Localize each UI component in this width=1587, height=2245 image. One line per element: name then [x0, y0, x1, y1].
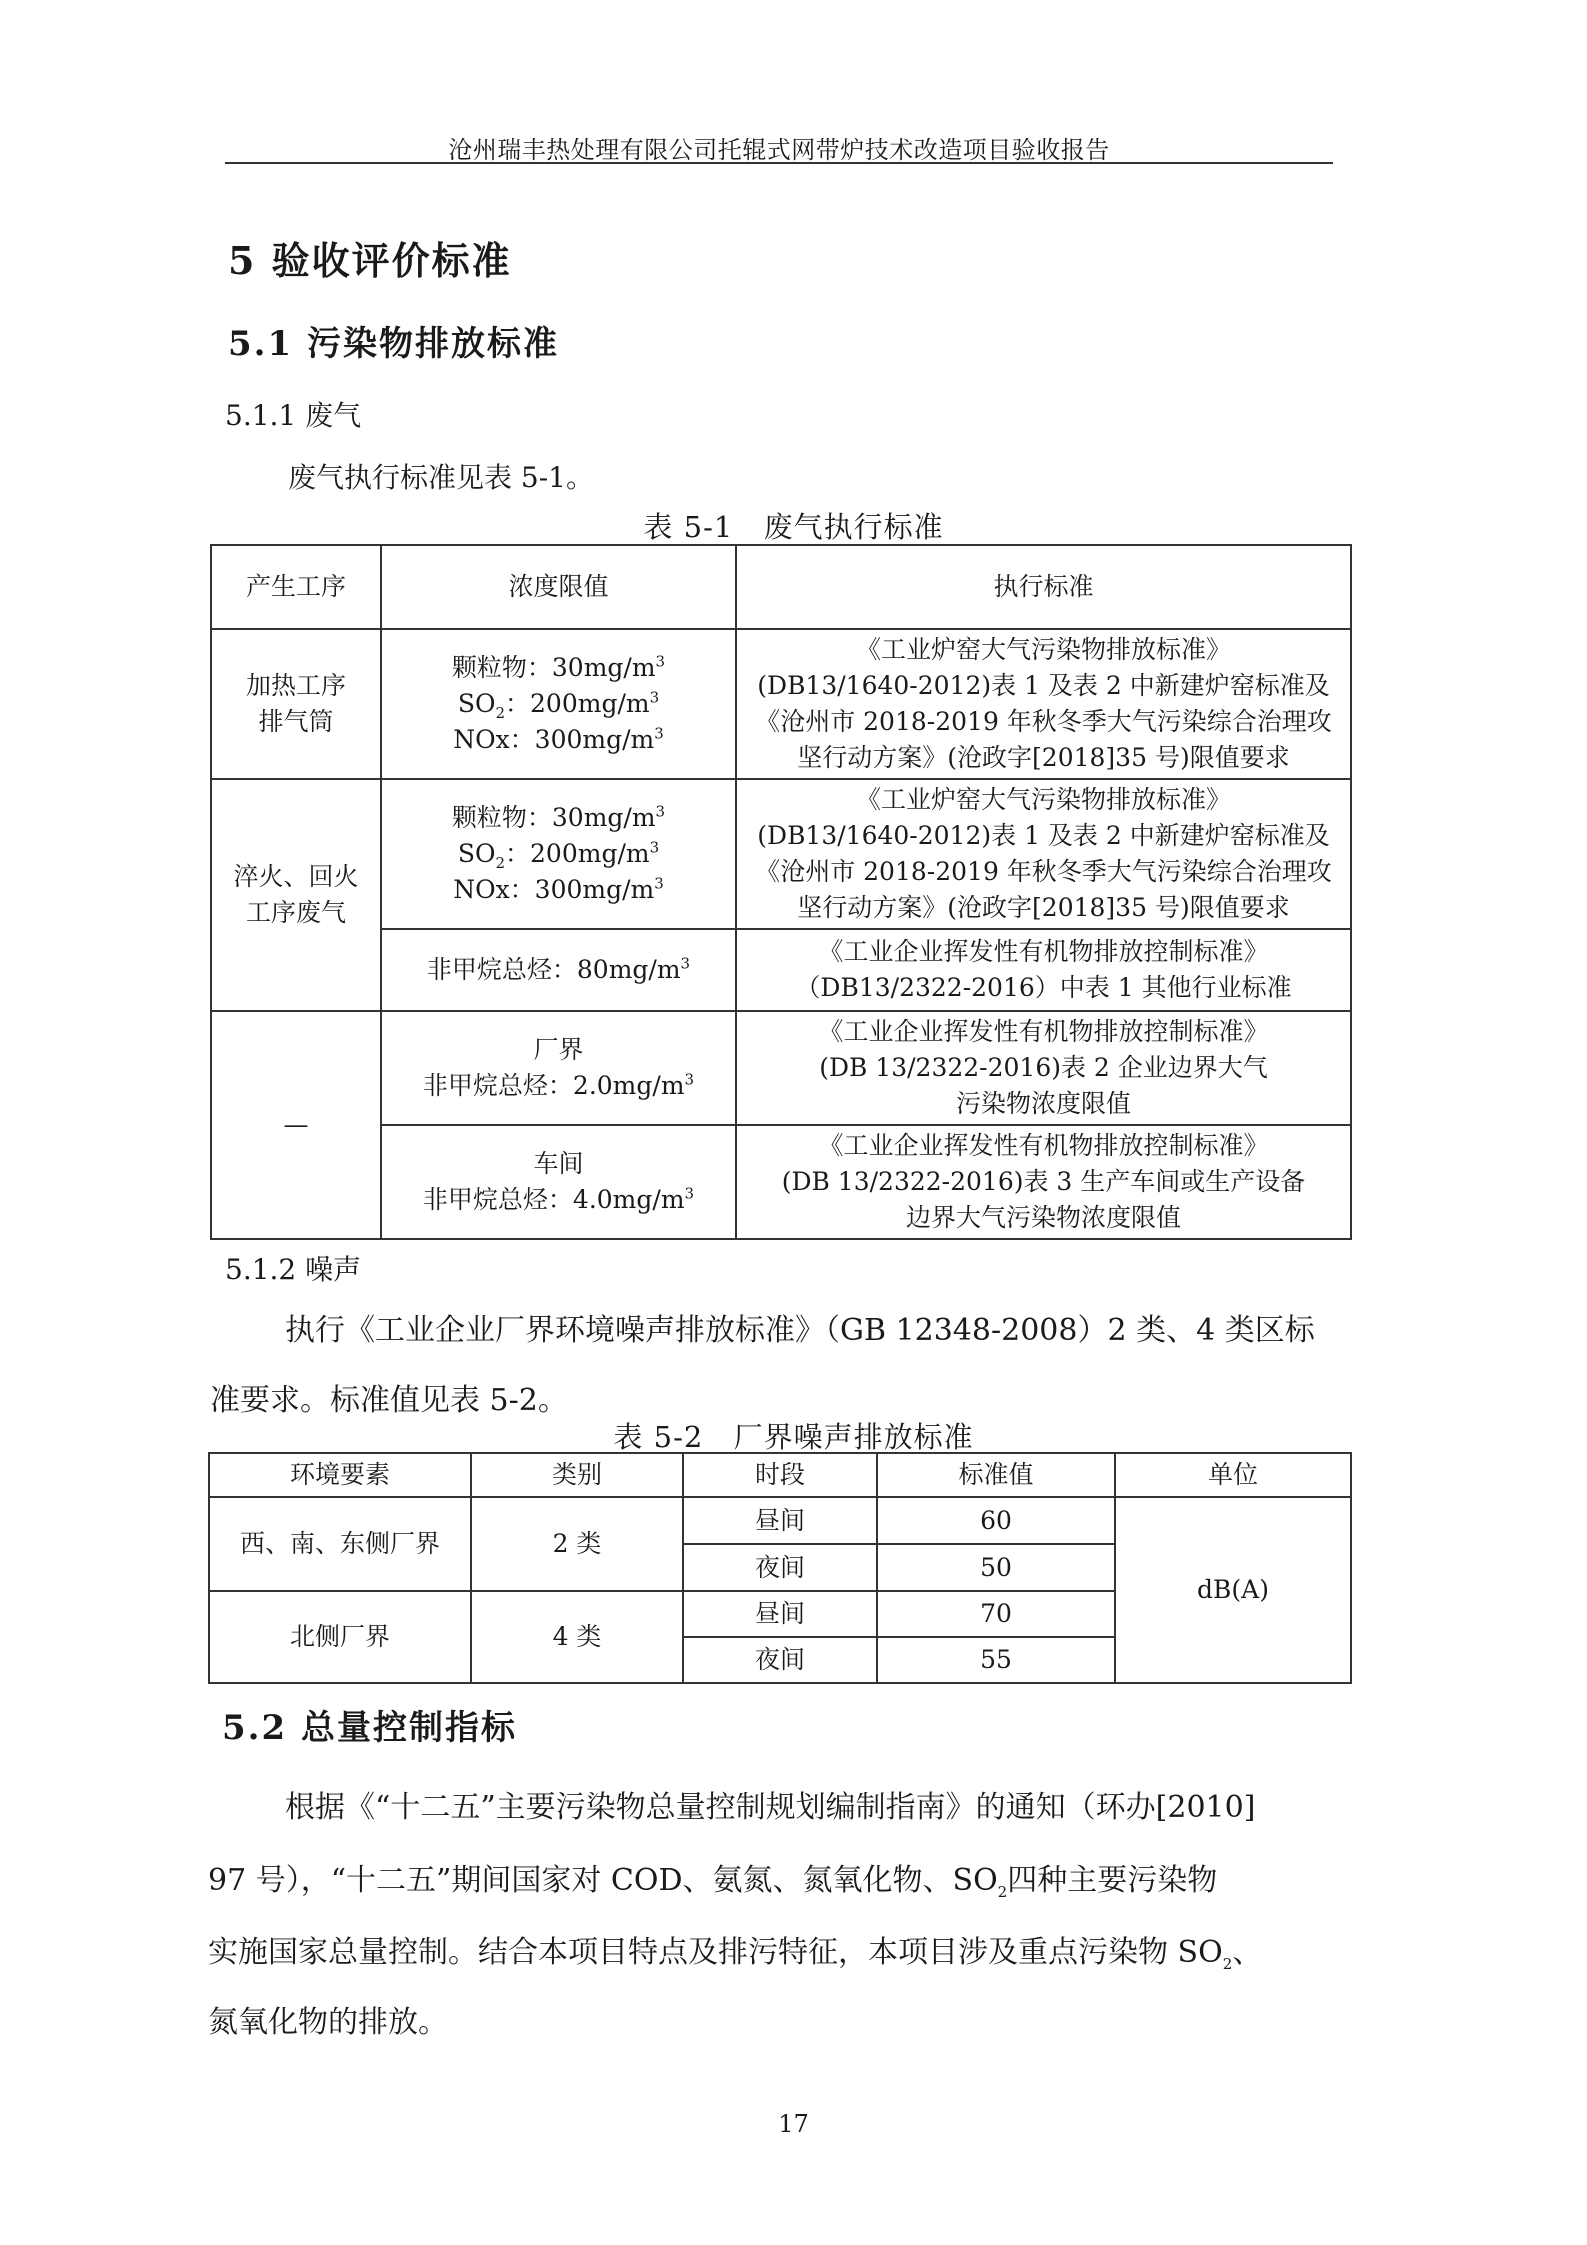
standard-cell: [736, 629, 1351, 779]
category-cell: 2 类: [471, 1497, 683, 1591]
table-header-row: [209, 1453, 1351, 1497]
cell-text: 淬火、回火: [233, 862, 359, 891]
table-header-cell: 浓度限值: [381, 545, 736, 629]
exponent: 3: [684, 1070, 695, 1089]
table-header-cell: 时段: [683, 1453, 877, 1497]
header-rule: [225, 162, 1333, 164]
cell-text: 车间: [533, 1149, 584, 1178]
table-header-cell: 类别: [471, 1453, 683, 1497]
table-row: [211, 779, 1351, 929]
nox-text: NOx：300mg/m: [453, 725, 655, 754]
category-cell: 4 类: [471, 1591, 683, 1683]
pm-text: 颗粒物：30mg/m: [451, 653, 656, 682]
subscript: 2: [1222, 1955, 1233, 1973]
nmhc-limit: 非甲烷总烃：80mg/m: [426, 955, 681, 984]
pm-text: 颗粒物：30mg/m: [451, 803, 656, 832]
limit-cell: [381, 1125, 736, 1239]
cell-text: 《工业炉窑大气污染物排放标准》: [855, 785, 1231, 814]
cell-text: 排气筒: [258, 707, 334, 736]
exponent: 3: [654, 874, 664, 893]
section-5-1-2-heading: 5.1.2 噪声: [225, 1253, 362, 1286]
cell-text: (DB 13/2322-2016)表 3 生产车间或生产设备: [781, 1167, 1306, 1196]
period-cell: 夜间: [683, 1637, 877, 1683]
standard-cell: [736, 779, 1351, 929]
cell-text: 边界大气污染物浓度限值: [905, 1203, 1181, 1232]
table-header-cell: 环境要素: [209, 1453, 471, 1497]
standard-cell: [736, 1011, 1351, 1125]
section-5-1-1-heading: 5.1.1 废气: [225, 399, 362, 432]
nmhc-text: 非甲烷总烃：2.0mg/m: [422, 1071, 685, 1100]
cell-text: 《工业企业挥发性有机物排放控制标准》: [818, 937, 1269, 966]
cell-text: 《工业企业挥发性有机物排放控制标准》: [818, 1131, 1269, 1160]
nox-limit: [386, 872, 731, 908]
line-text: 97 号），“十二五”期间国家对 COD、氨氮、氮氧化物、SO: [208, 1863, 998, 1898]
table-header-row: [211, 545, 1351, 629]
cell-text: 加热工序: [245, 671, 346, 700]
nmhc-text: 非甲烷总烃：4.0mg/m: [422, 1185, 685, 1214]
cell-text: (DB13/1640-2012)表 1 及表 2 中新建炉窑标准及: [757, 821, 1330, 850]
limit-cell: [381, 1011, 736, 1125]
noise-paragraph-line: 执行《工业企业厂界环境噪声排放标准》（GB 12348-2008）2 类、4 类区标: [285, 1313, 1315, 1348]
standard-cell: [736, 1125, 1351, 1239]
pm-limit: [386, 650, 731, 686]
table-row: [211, 629, 1351, 779]
value-cell: 55: [877, 1637, 1115, 1683]
table-5-1-caption: [0, 505, 1587, 546]
subscript: 2: [997, 1883, 1008, 1901]
value-cell: 60: [877, 1497, 1115, 1544]
cell-text: 工序废气: [245, 898, 346, 927]
table-row: [211, 1011, 1351, 1125]
exponent: 3: [684, 1184, 695, 1203]
exponent: 3: [680, 954, 691, 973]
nmhc-limit: [386, 1182, 731, 1218]
so2-text-b: ：200mg/m: [505, 689, 650, 718]
waste-gas-standards-table: [210, 544, 1352, 1240]
cell-text: 《沧州市 2018-2019 年秋冬季大气污染综合治理攻: [755, 857, 1332, 886]
page-number: 17: [778, 2110, 809, 2138]
cell-text: (DB13/1640-2012)表 1 及表 2 中新建炉窑标准及: [757, 671, 1330, 700]
period-cell: 夜间: [683, 1544, 877, 1591]
limit-cell: [381, 629, 736, 779]
table-header-cell: 产生工序: [211, 545, 381, 629]
cell-text: 《工业炉窑大气污染物排放标准》: [855, 635, 1231, 664]
table-header-cell: 执行标准: [736, 545, 1351, 629]
limit-cell: [381, 929, 736, 1011]
cell-text: 《沧州市 2018-2019 年秋冬季大气污染综合治理攻: [755, 707, 1332, 736]
line-text: 四种主要污染物: [1007, 1863, 1218, 1898]
line-text: 、: [1232, 1935, 1263, 1970]
period-cell: 昼间: [683, 1497, 877, 1544]
value-cell: 70: [877, 1591, 1115, 1637]
exponent: 3: [649, 688, 660, 707]
so2-text-a: SO: [457, 689, 496, 718]
cell-text: 污染物浓度限值: [955, 1089, 1131, 1118]
subscript: 2: [495, 854, 506, 872]
cell-text: 厂界: [533, 1035, 584, 1064]
nox-text: NOx：300mg/m: [453, 875, 655, 904]
cell-text: 坚行动方案》(沧政字[2018]35 号)限值要求: [797, 743, 1290, 772]
standard-cell: [736, 929, 1351, 1011]
cell-text: (DB 13/2322-2016)表 2 企业边界大气: [819, 1053, 1268, 1082]
quota-paragraph-line: 氮氧化物的排放。: [208, 2005, 448, 2040]
table-row: [209, 1497, 1351, 1544]
table-row: [211, 1125, 1351, 1239]
period-cell: 昼间: [683, 1591, 877, 1637]
so2-limit: [386, 836, 731, 872]
so2-limit: [386, 686, 731, 722]
element-cell: 西、南、东侧厂界: [209, 1497, 471, 1591]
table-5-2-title: 厂界噪声排放标准: [733, 1420, 974, 1454]
value-cell: 50: [877, 1544, 1115, 1591]
exponent: 3: [655, 652, 666, 671]
table-5-1-title: 废气执行标准: [763, 510, 944, 544]
section-5-1-heading: 5.1 污染物排放标准: [228, 324, 559, 364]
nox-limit: [386, 722, 731, 758]
unit-cell: dB(A): [1115, 1497, 1351, 1683]
quota-paragraph-line: [208, 1855, 1217, 1899]
cell-text: （DB13/2322-2016）中表 1 其他行业标准: [795, 973, 1292, 1002]
pm-limit: [386, 800, 731, 836]
so2-text-a: SO: [457, 839, 496, 868]
noise-paragraph-line: 准要求。标准值见表 5-2。: [210, 1383, 568, 1418]
process-cell: —: [211, 1011, 381, 1239]
table-5-1-number: 表 5-1: [643, 510, 734, 544]
subscript: 2: [495, 704, 506, 722]
exponent: 3: [654, 724, 664, 743]
table-5-2-number: 表 5-2: [613, 1420, 704, 1454]
section-5-heading: 5 验收评价标准: [228, 238, 512, 283]
limit-cell: [381, 779, 736, 929]
cell-text: 《工业企业挥发性有机物排放控制标准》: [818, 1017, 1269, 1046]
table-5-2-caption: [0, 1415, 1587, 1456]
noise-standards-table: [208, 1452, 1352, 1684]
running-header: 沧州瑞丰热处理有限公司托辊式网带炉技术改造项目验收报告: [448, 136, 1110, 164]
so2-text-b: ：200mg/m: [505, 839, 650, 868]
table-row: [211, 929, 1351, 1011]
line-text: 实施国家总量控制。结合本项目特点及排污特征，本项目涉及重点污染物 SO: [208, 1935, 1223, 1970]
exponent: 3: [655, 802, 666, 821]
process-cell: [211, 779, 381, 1011]
section-5-2-heading: 5.2 总量控制指标: [222, 1708, 517, 1748]
process-cell: [211, 629, 381, 779]
element-cell: 北侧厂界: [209, 1591, 471, 1683]
table-header-cell: 标准值: [877, 1453, 1115, 1497]
waste-gas-intro: 废气执行标准见表 5-1。: [288, 461, 594, 494]
nmhc-limit: [386, 1068, 731, 1104]
table-header-cell: 单位: [1115, 1453, 1351, 1497]
quota-paragraph-line: [208, 1927, 1262, 1971]
exponent: 3: [649, 838, 660, 857]
quota-paragraph-line: 根据《“十二五”主要污染物总量控制规划编制指南》的通知（环办[2010]: [285, 1790, 1256, 1825]
cell-text: 坚行动方案》(沧政字[2018]35 号)限值要求: [797, 893, 1290, 922]
